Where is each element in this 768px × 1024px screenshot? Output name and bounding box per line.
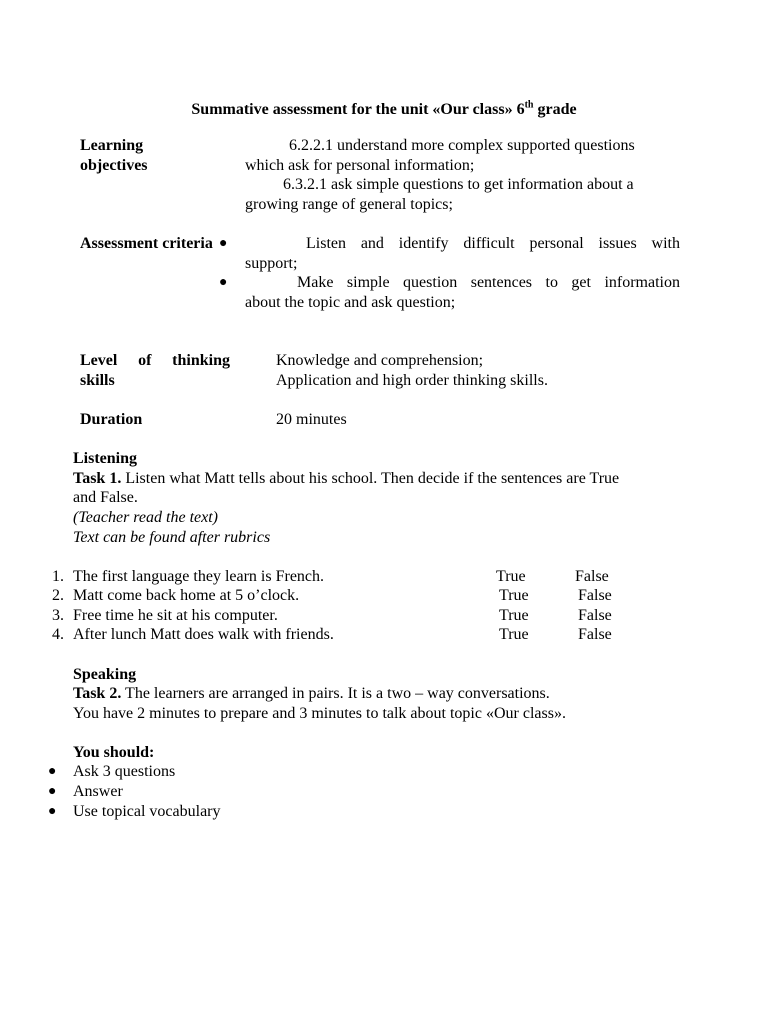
criteria-label: Assessment criteria: [80, 235, 213, 252]
bullet-icon: ●: [219, 236, 228, 251]
criteria-item-2a: Make simple question sentences to get information: [297, 274, 680, 291]
item-number: 2.: [52, 587, 64, 604]
objectives-label: Learning objectives: [80, 137, 148, 174]
list-item: After lunch Matt does walk with friends.: [73, 626, 334, 643]
thinking-label-a: Level of thinking: [80, 352, 230, 369]
true-option: True: [499, 607, 529, 624]
item-number: 4.: [52, 626, 64, 643]
list-item: Matt come back home at 5 o’clock.: [73, 587, 300, 604]
false-option: False: [578, 607, 612, 624]
task1-line-b: and False.: [73, 489, 138, 506]
speaking-heading: Speaking: [73, 666, 137, 683]
false-option: False: [578, 587, 612, 604]
objective-line-2: which ask for personal information;: [245, 157, 475, 174]
false-option: False: [575, 568, 609, 585]
criteria-item-1a: Listen and identify difficult personal issues with: [306, 235, 680, 252]
true-option: True: [499, 587, 529, 604]
true-option: True: [499, 626, 529, 643]
objective-line-4: growing range of general topics;: [245, 196, 453, 213]
title-end: grade: [533, 101, 577, 118]
should-item: Answer: [73, 783, 123, 800]
true-option: True: [496, 568, 526, 585]
title-superscript: th: [524, 99, 534, 111]
bullet-icon: ●: [48, 764, 57, 779]
task2-text: The learners are arranged in pairs. It is a two – way conversations.: [121, 685, 550, 702]
bullet-icon: ●: [48, 784, 57, 799]
should-item: Ask 3 questions: [73, 763, 176, 780]
false-option: False: [578, 626, 612, 643]
listening-heading: Listening: [73, 450, 138, 467]
criteria-item-2b: about the topic and ask question;: [245, 294, 456, 311]
thinking-line-2: Application and high order thinking skills.: [276, 372, 548, 389]
should-item: Use topical vocabulary: [73, 803, 221, 820]
title-main: Summative assessment for the unit «Our class» 6: [191, 101, 525, 118]
criteria-item-1b: support;: [245, 255, 298, 272]
task2-label: Task 2.: [73, 685, 122, 702]
page-title: [0, 100, 768, 120]
task1-label: Task 1.: [73, 470, 122, 487]
task2-line-b: You have 2 minutes to prepare and 3 minutes to talk about topic «Our class».: [73, 705, 566, 722]
item-number: 1.: [52, 568, 64, 585]
bullet-icon: ●: [219, 275, 228, 290]
objective-line-3: 6.3.2.1 ask simple questions to get information about a: [283, 176, 634, 193]
task1-text: Listen what Matt tells about his school. Then decide if the sentences are True: [121, 470, 620, 487]
task1-line-a: [73, 469, 619, 489]
duration-label: Duration: [80, 411, 143, 428]
bullet-icon: ●: [48, 804, 57, 819]
objective-line-1: 6.2.2.1 understand more complex supported questions: [289, 137, 635, 154]
list-item: The first language they learn is French.: [73, 568, 325, 585]
thinking-line-1: Knowledge and comprehension;: [276, 352, 484, 369]
item-number: 3.: [52, 607, 64, 624]
teacher-note: (Teacher read the text): [73, 509, 218, 526]
text-note: Text can be found after rubrics: [73, 529, 271, 546]
list-item: Free time he sit at his computer.: [73, 607, 278, 624]
task2-line-a: [73, 684, 550, 704]
duration-value: 20 minutes: [276, 411, 347, 428]
thinking-label-b: skills: [80, 372, 115, 389]
should-label: You should:: [73, 744, 155, 761]
